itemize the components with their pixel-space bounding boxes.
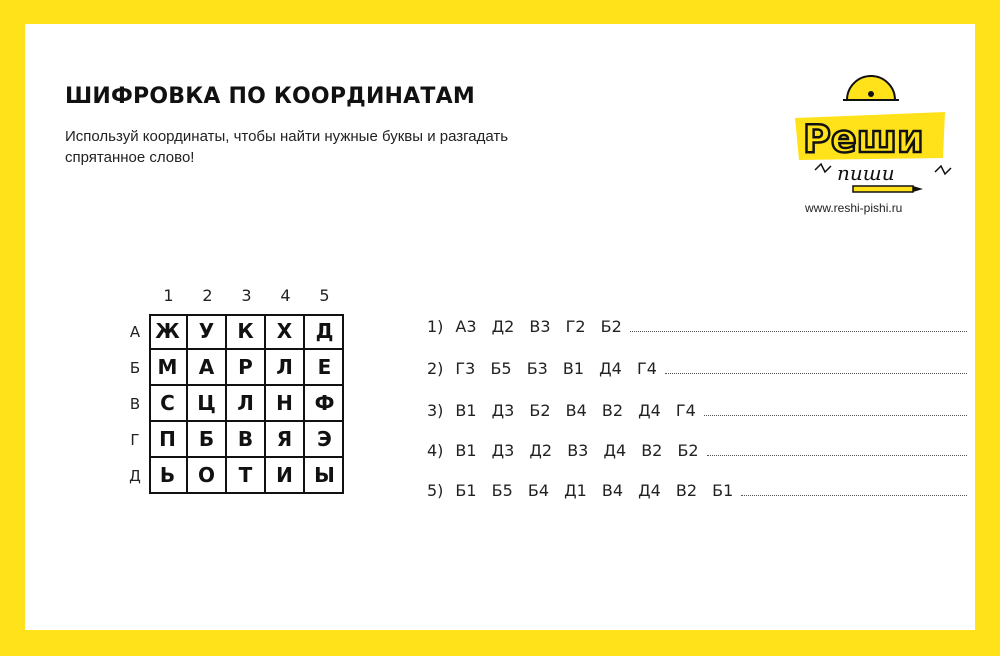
grid-cell: А [188,350,227,386]
puzzle-item [427,394,967,420]
grid-cell: Д [305,314,344,350]
answer-line[interactable] [630,328,967,332]
grid-cell: Н [266,386,305,422]
website-link[interactable]: www.reshi-pishi.ru [805,201,903,215]
grid-cell: У [188,314,227,350]
row-header: Б [129,359,141,377]
grid-cell: В [227,422,266,458]
column-header: 5 [319,286,330,305]
grid-cell: Ж [149,314,188,350]
grid-cell: Я [266,422,305,458]
puzzle-item [427,474,967,500]
answer-line[interactable] [704,412,967,416]
logo-graphic-icon [785,60,955,200]
puzzle-codes: Б1 Б5 Б4 Д1 В4 Д4 В2 Б1 [455,481,734,500]
instructions-text: Используй координаты, чтобы найти нужные буквы и разгадать спрятанное слово! [65,128,509,166]
grid-cell: Е [305,350,344,386]
row-header: Д [129,467,141,485]
puzzle-codes: Г3 Б5 Б3 В1 Д4 Г4 [455,359,657,378]
column-header: 2 [202,286,213,305]
puzzle-codes: А3 Д2 В3 Г2 Б2 [455,317,622,336]
worksheet-card [25,24,975,630]
puzzle-number: 4) [427,441,444,460]
grid-cell: Э [305,422,344,458]
grid-cell: Р [227,350,266,386]
puzzle-item [427,434,967,460]
grid-cell: И [266,458,305,494]
grid-cell: Ц [188,386,227,422]
answer-line[interactable] [741,492,967,496]
puzzle-number: 2) [427,359,444,378]
grid-cell: Ь [149,458,188,494]
grid-cell: С [149,386,188,422]
page-title: ШИФРОВКА ПО КООРДИНАТАМ [65,84,475,109]
column-headers [149,286,344,314]
puzzle-item [427,352,967,378]
grid-cell: М [149,350,188,386]
grid-cell: О [188,458,227,494]
puzzle-number: 5) [427,481,444,500]
puzzle-item [427,310,967,336]
answer-line[interactable] [707,452,967,456]
grid-cell: Ф [305,386,344,422]
logo-text-reshi: Реши [803,117,924,161]
grid-cell: Х [266,314,305,350]
grid-cell: Т [227,458,266,494]
puzzle-codes: В1 Д3 Б2 В4 В2 Д4 Г4 [455,401,696,420]
grid-cell: Л [227,386,266,422]
column-header: 1 [163,286,174,305]
puzzle-number: 3) [427,401,444,420]
logo-text-pishi: пиши [837,161,895,185]
grid-cell: Б [188,422,227,458]
row-header: А [129,323,141,341]
grid-cell: Ы [314,463,335,487]
puzzle-number: 1) [427,317,444,336]
row-header: В [129,395,141,413]
grid-cell: П [149,422,188,458]
logo [785,60,955,220]
letter-grid [149,314,344,494]
grid-cell: Л [266,350,305,386]
grid-cell: К [227,314,266,350]
row-header: Г [130,431,140,449]
puzzle-codes: В1 Д3 Д2 В3 Д4 В2 Б2 [455,441,699,460]
column-header: 4 [280,286,291,305]
column-header: 3 [241,286,252,305]
answer-line[interactable] [665,370,967,374]
